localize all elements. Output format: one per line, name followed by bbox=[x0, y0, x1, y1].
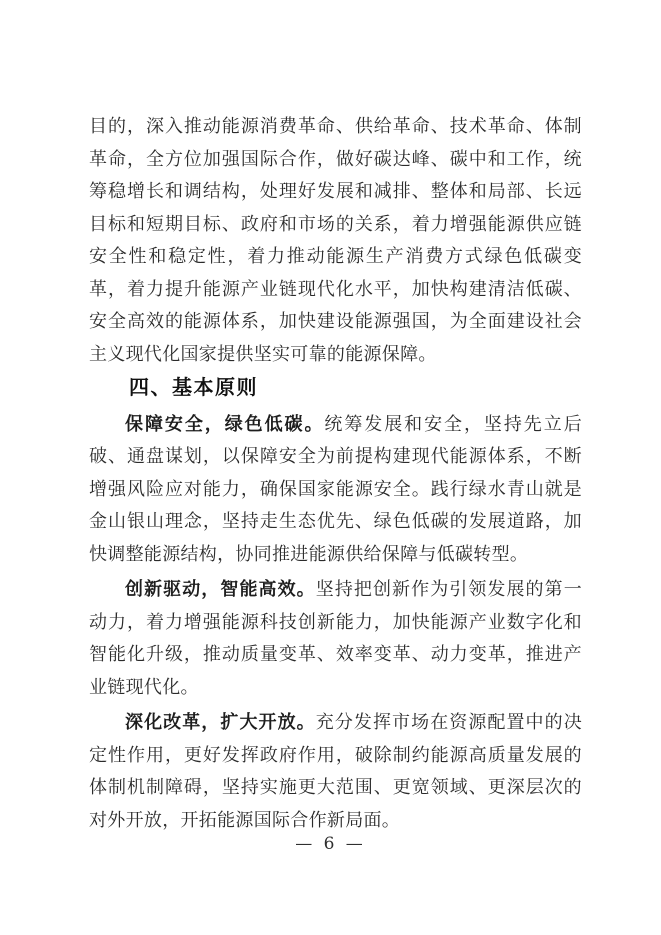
page-number: — 6 — bbox=[295, 834, 366, 854]
principle-1-body: 统筹发展和安全，坚持先立后破、通盘谋划，以保障安全为前提构建现代能源体系，不断增强风险应对能力，确保国家能源安全。践行绿水青山就是金山银山理念，坚持走生态优先、绿色低碳的发展道路，加快调整能源结构，协同推进能源供给保障与低碳转型。 bbox=[89, 413, 582, 564]
paragraph-principle-2 bbox=[89, 573, 582, 703]
section-heading: 四、基本原则 bbox=[129, 377, 258, 399]
paragraph-continuation: 目的，深入推动能源消费革命、供给革命、技术革命、体制革命，全方位加强国际合作，做好碳达峰、碳中和工作，统筹稳增长和调结构，处理好发展和减排、整体和局部、长远目标和短期目标、政府和市场的关系，着力增强能源供应链安全性和稳定性，着力推动能源生产消费方式绿色低碳变革，着力提升能源产业链现代化水平，加快构建清洁低碳、安全高效的能源体系，加快建设能源强国，为全面建设社会主义现代化国家提供坚实可靠的能源保障。 bbox=[89, 116, 582, 364]
paragraph-principle-3 bbox=[89, 706, 582, 836]
principle-1-lead: 保障安全，绿色低碳。 bbox=[125, 413, 325, 434]
page-content bbox=[89, 110, 582, 836]
principle-3-lead: 深化改革，扩大开放。 bbox=[125, 712, 316, 732]
paragraph-principle-1 bbox=[89, 408, 582, 571]
principle-2-body: 坚持把创新作为引领发展的第一动力，着力增强能源科技创新能力，加快能源产业数字化和智能化升级，推动质量变革、效率变革、动力变革，推进产业链现代化。 bbox=[89, 579, 583, 697]
principle-3-body: 充分发挥市场在资源配置中的决定性作用，更好发挥政府作用，破除制约能源高质量发展的体制机制障碍，坚持实施更大范围、更宽领域、更深层次的对外开放，开拓能源国际合作新局面。 bbox=[89, 712, 583, 830]
principle-2-lead: 创新驱动，智能高效。 bbox=[125, 579, 316, 599]
